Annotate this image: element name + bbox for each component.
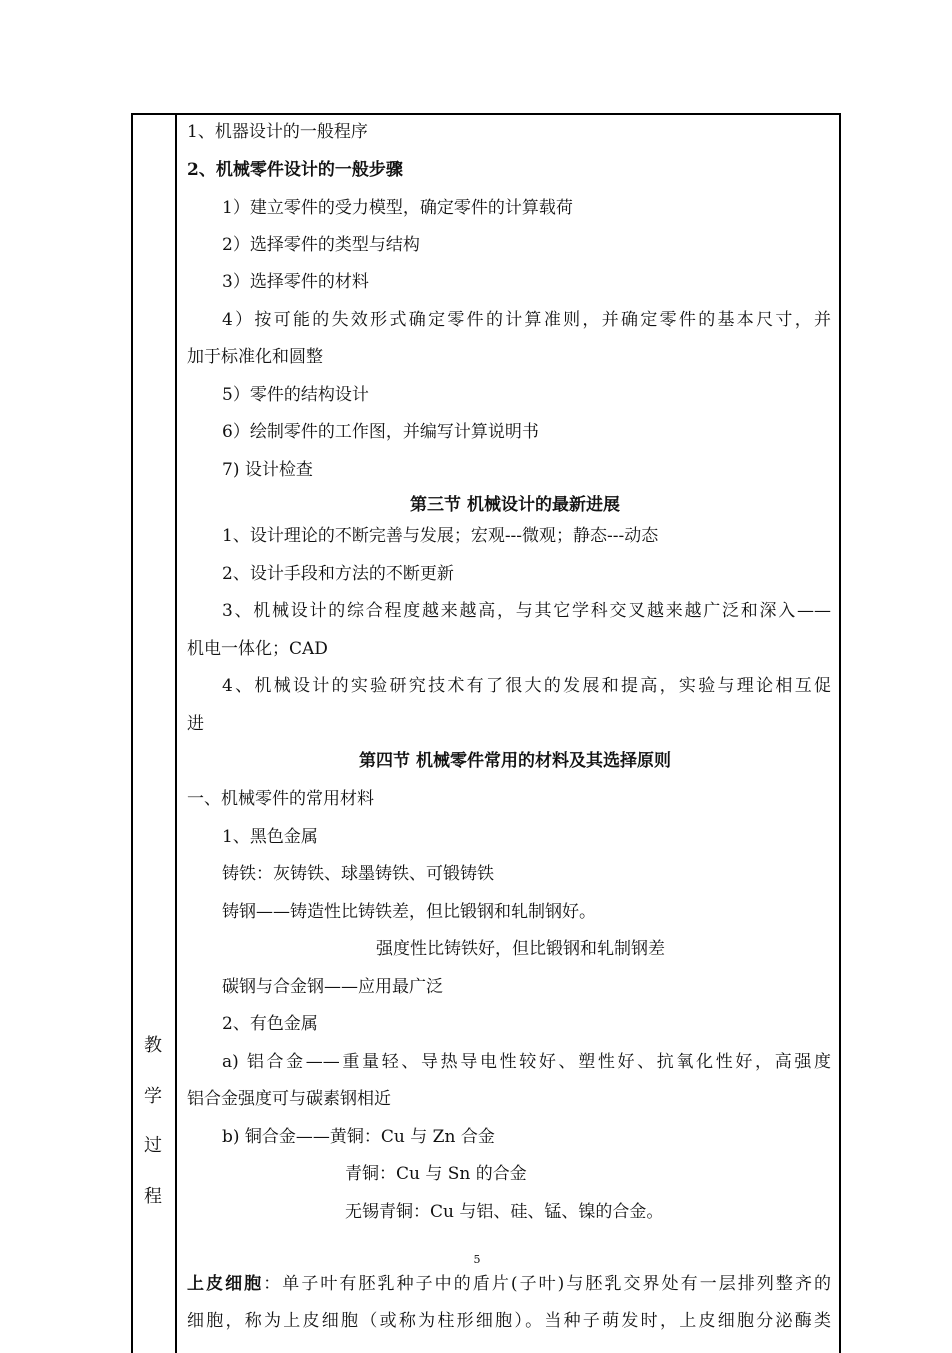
- steps-heading: 2、机械零件设计的一般步骤: [187, 160, 403, 180]
- step-4-line2: 加于标准化和圆整: [187, 347, 323, 367]
- step-5: 5）零件的结构设计: [222, 385, 369, 405]
- step-7: 7) 设计检查: [222, 460, 313, 480]
- copper-alloy-brass: b) 铜合金——黄铜：Cu 与 Zn 合金: [222, 1127, 495, 1147]
- epithelial-cell-paragraph-line1: [187, 1274, 831, 1294]
- aluminum-alloy-line2: 铝合金强度可与碳素钢相近: [187, 1089, 391, 1109]
- step-3: 3）选择零件的材料: [222, 272, 369, 292]
- step-6: 6）绘制零件的工作图，并编写计算说明书: [222, 422, 539, 442]
- page-number: 5: [473, 1253, 481, 1266]
- column-divider: [175, 113, 177, 1353]
- nonferrous-metals: 2、有色金属: [222, 1014, 318, 1034]
- section-3-title: 第三节 机械设计的最新进展: [410, 495, 620, 515]
- side-label-char: 过: [144, 1135, 162, 1156]
- section-3-item-1: 1、设计理论的不断完善与发展；宏观---微观；静态---动态: [222, 526, 659, 546]
- section-4-title: 第四节 机械零件常用的材料及其选择原则: [359, 751, 671, 771]
- materials-heading: 一、机械零件的常用材料: [187, 789, 374, 809]
- ferrous-metals: 1、黑色金属: [222, 827, 318, 847]
- step-4-line1: 4）按可能的失效形式确定零件的计算准则，并确定零件的基本尺寸，并: [222, 310, 831, 330]
- copper-alloy-tin-free-bronze: 无锡青铜：Cu 与铝、硅、锰、镍的合金。: [345, 1202, 664, 1222]
- cast-steel: 铸钢——铸造性比铸铁差，但比锻钢和轧制钢好。: [222, 902, 596, 922]
- cast-steel-strength: 强度性比铸铁好，但比锻钢和轧制钢差: [376, 939, 665, 959]
- section-3-item-3-line2: 机电一体化；CAD: [187, 639, 328, 659]
- copper-alloy-bronze: 青铜：Cu 与 Sn 的合金: [345, 1164, 527, 1184]
- term-epithelial-cell: 上皮细胞: [187, 1274, 264, 1294]
- epithelial-cell-paragraph-line2: 细胞，称为上皮细胞（或称为柱形细胞）。当种子萌发时，上皮细胞分泌酶类: [187, 1311, 831, 1331]
- section-3-item-2: 2、设计手段和方法的不断更新: [222, 564, 454, 584]
- aluminum-alloy-line1: a) 铝合金——重量轻、导热导电性较好、塑性好、抗氧化性好，高强度: [222, 1052, 831, 1072]
- side-label-char: 学: [144, 1086, 162, 1107]
- step-1: 1）建立零件的受力模型，确定零件的计算载荷: [222, 198, 573, 218]
- procedure-heading: 1、机器设计的一般程序: [187, 122, 368, 142]
- side-label-char: 程: [144, 1186, 162, 1207]
- cast-iron: 铸铁：灰铸铁、球墨铸铁、可锻铸铁: [222, 864, 494, 884]
- side-label-char: 教: [144, 1035, 162, 1056]
- carbon-alloy-steel: 碳钢与合金钢——应用最广泛: [222, 977, 443, 997]
- section-3-item-3-line1: 3、机械设计的综合程度越来越高，与其它学科交叉越来越广泛和深入——: [222, 601, 831, 621]
- section-3-item-4-line1: 4、机械设计的实验研究技术有了很大的发展和提高，实验与理论相互促: [222, 676, 831, 696]
- paragraph-text: ：单子叶有胚乳种子中的盾片(子叶)与胚乳交界处有一层排列整齐的: [263, 1274, 832, 1294]
- step-2: 2）选择零件的类型与结构: [222, 235, 420, 255]
- section-3-item-4-line2: 进: [187, 714, 204, 734]
